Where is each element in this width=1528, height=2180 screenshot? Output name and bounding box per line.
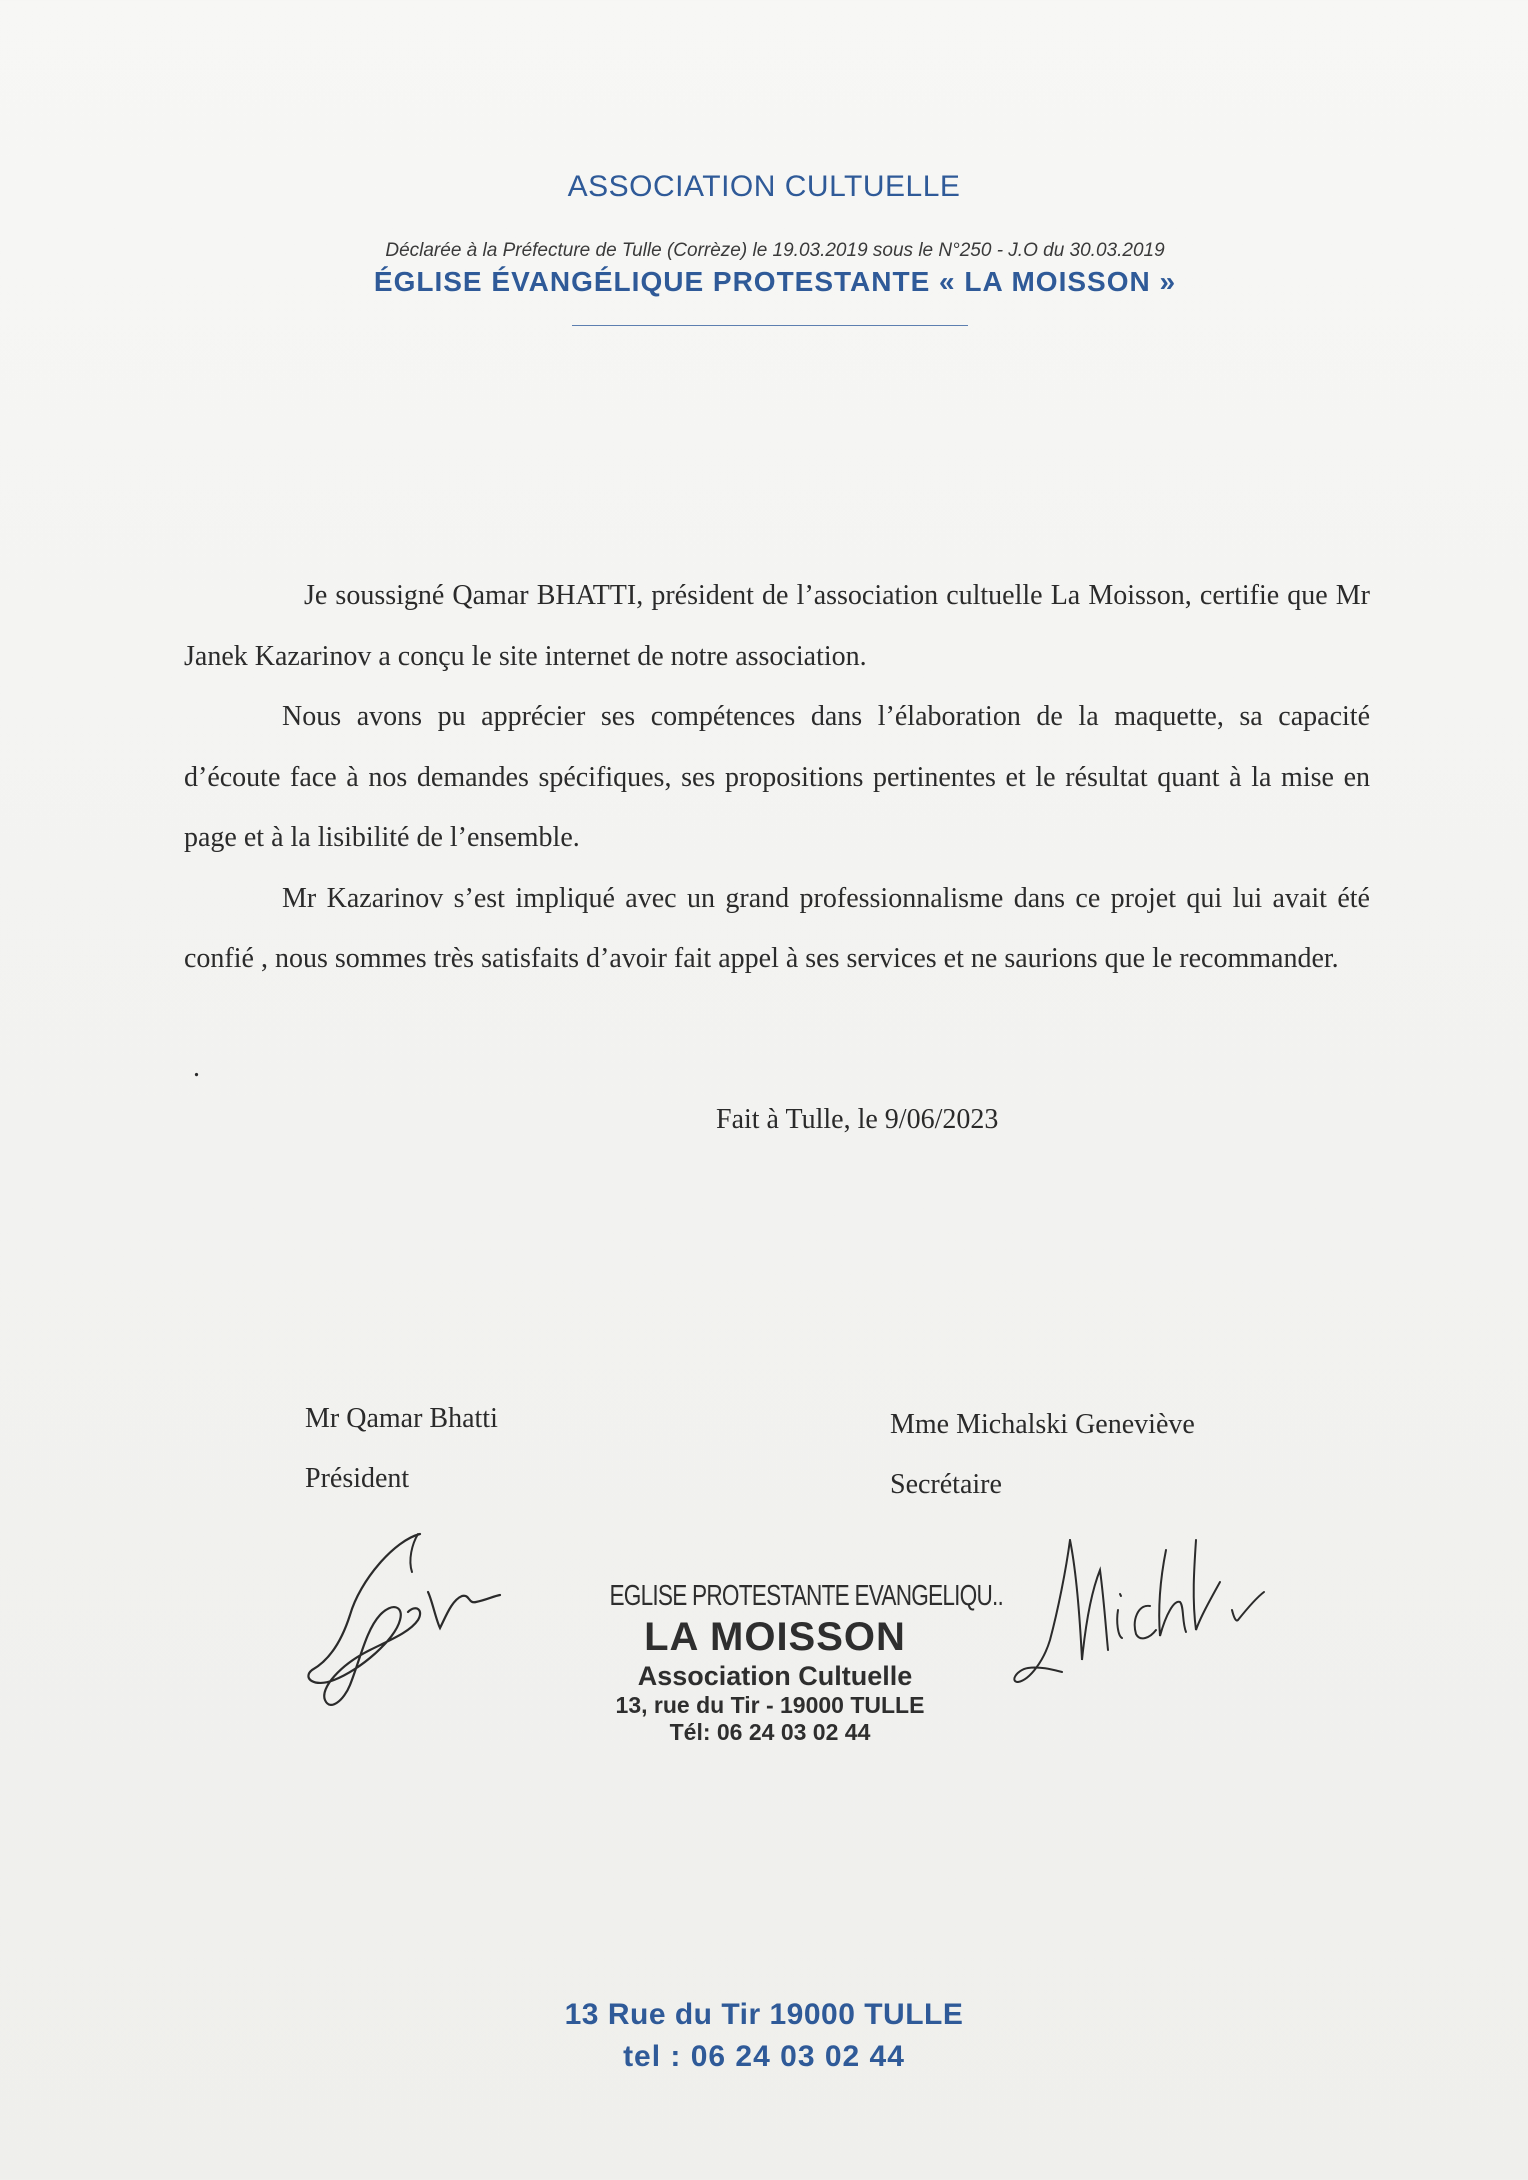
letter-paragraph-2: Nous avons pu apprécier ses compétences dans l’élaboration de la maquette, sa capacité d’écoute face à nos demandes spécifiques, ses propositions pertinentes et le résultat quant à la mise en page et à la lisibilité de l’ensemble. (184, 701, 1370, 853)
stamp-line-1: EGLISE PROTESTANTE EVANGELIQU.. (609, 1580, 1004, 1612)
stamp-line-3: Association Cultuelle (637, 1661, 913, 1691)
stamp-line-2: LA MOISSON (644, 1615, 906, 1659)
letter-paragraph-1: Je soussigné Qamar BHATTI, président de l’association cultuelle La Moisson, certifie que Mr Janek Kazarinov a conçu le site internet de notre association. (184, 580, 1370, 672)
signature-right-icon (1010, 1510, 1270, 1700)
header-church-name: ÉGLISE ÉVANGÉLIQUE PROTESTANTE « LA MOISSON » (373, 266, 1177, 297)
signatory-left-title: Président (305, 1463, 410, 1494)
stamp-line-4: 13, rue du Tir - 19000 TULLE (615, 1692, 925, 1718)
letter-paragraph-3: Mr Kazarinov s’est impliqué avec un grand professionnalisme dans ce projet qui lui avait été confié , nous sommes très satisfaits d’avoir fait appel à ses services et ne saurions que le recommander. (184, 882, 1370, 974)
date-line: Fait à Tulle, le 9/06/2023 (716, 1104, 999, 1135)
stamp-line-5: Tél: 06 24 03 02 44 (669, 1719, 871, 1745)
header-title: ASSOCIATION CULTUELLE (567, 170, 961, 203)
stray-mark: . (193, 1052, 200, 1083)
header-divider (572, 325, 968, 326)
signatory-left-name: Mr Qamar Bhatti (305, 1403, 498, 1434)
signature-left-icon (300, 1520, 510, 1720)
signatory-right-title: Secrétaire (890, 1469, 1002, 1500)
footer-address: 13 Rue du Tir 19000 TULLE (564, 1998, 964, 2031)
signatory-right-name: Mme Michalski Geneviève (890, 1409, 1195, 1440)
header-declaration: Déclarée à la Préfecture de Tulle (Corrèze) le 19.03.2019 sous le N°250 - J.O du 30.03.2019 (385, 240, 1165, 261)
association-stamp (560, 1578, 1010, 1746)
footer-phone: tel : 06 24 03 02 44 (623, 2040, 905, 2073)
letter-body (184, 566, 1370, 990)
